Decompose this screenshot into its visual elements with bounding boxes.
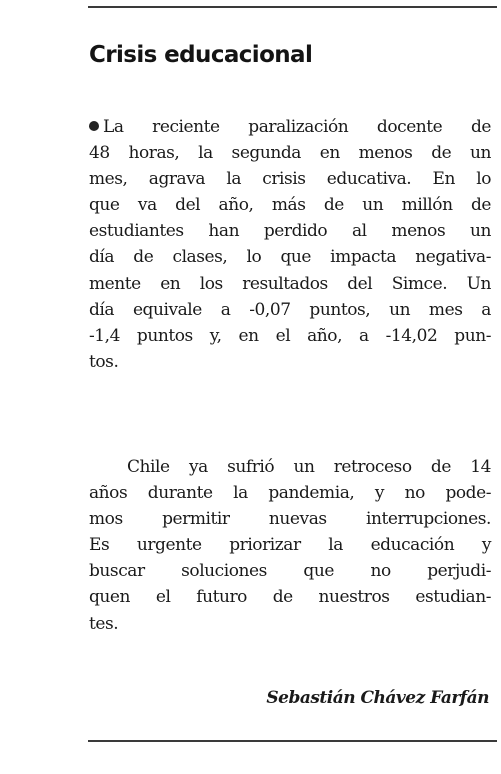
paragraph-1-line: tos. <box>89 351 119 372</box>
paragraph-2-line: Es urgente priorizar la educación y <box>89 535 491 556</box>
top-rule <box>88 6 497 8</box>
line-text: La reciente paralización docente de <box>103 117 491 137</box>
paragraph-1-line: -1,4 puntos y, en el año, a -14,02 pun- <box>89 325 491 346</box>
paragraph-2 <box>89 454 491 637</box>
paragraph-1-line: día equivale a -0,07 puntos, un mes a <box>89 299 491 320</box>
paragraph-1-line: día de clases, lo que impacta negativa- <box>89 247 491 268</box>
paragraph-1-line: 48 horas, la segunda en menos de un <box>89 143 491 164</box>
paragraph-1 <box>89 114 491 375</box>
article-title: Crisis educacional <box>89 42 313 68</box>
bullet-icon <box>89 121 99 131</box>
author-signature: Sebastián Chávez Farfán <box>266 688 489 708</box>
paragraph-2-line: buscar soluciones que no perjudi- <box>89 561 491 582</box>
paragraph-1-line: mes, agrava la crisis educativa. En lo <box>89 169 491 190</box>
paragraph-2-line: mos permitir nuevas interrupciones. <box>89 509 491 530</box>
paragraph-2-line: años durante la pandemia, y no pode- <box>89 483 491 504</box>
paragraph-1-line: estudiantes han perdido al menos un <box>89 221 491 242</box>
paragraph-2-line: Chile ya sufrió un retroceso de 14 <box>127 457 491 477</box>
paragraph-2-line: tes. <box>89 613 119 634</box>
paragraph-1-line: mente en los resultados del Simce. Un <box>89 273 491 294</box>
bottom-rule <box>88 740 497 742</box>
paragraph-1-line: que va del año, más de un millón de <box>89 195 491 216</box>
paragraph-2-line: quen el futuro de nuestros estudian- <box>89 587 491 608</box>
paragraph-1-line <box>89 114 491 140</box>
